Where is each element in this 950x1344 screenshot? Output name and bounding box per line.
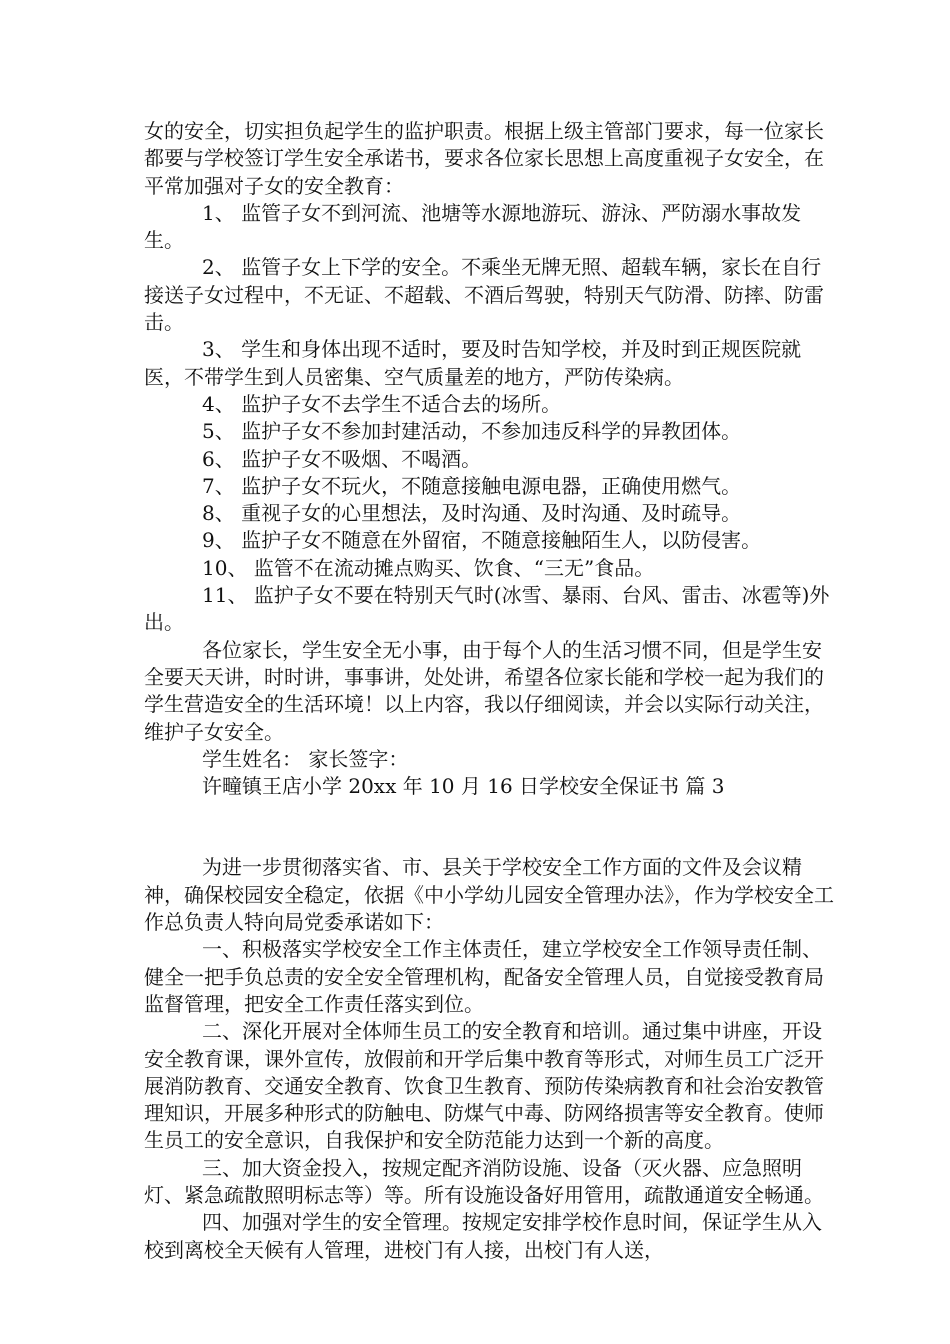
list-item-7: 7、 监护子女不玩火，不随意接触电源电器，正确使用燃气。	[202, 473, 742, 498]
list-item-5: 5、 监护子女不参加封建活动，不参加违反科学的异教团体。	[202, 419, 742, 444]
list-item-10: 10、 监管不在流动摊点购买、饮食、“三无”食品。	[202, 555, 655, 580]
signature-line: 学生姓名： 家长签字：	[202, 746, 409, 771]
list-item-2: 2、 监管子女上下学的安全。不乘坐无牌无照、超载车辆，家长在自行接送子女过程中，不无证、不超载、不酒后驾驶，特别天气防滑、防摔、防雷击。	[144, 255, 824, 335]
list-item-9: 9、 监护子女不随意在外留宿，不随意接触陌生人，以防侵害。	[202, 528, 762, 553]
commitment-1: 一、积极落实学校安全工作主体责任，建立学校安全工作领导责任制、健全一把手负总责的安全安全管理机构，配备安全管理人员，自觉接受教育局监督管理，把安全工作责任落实到位。	[144, 937, 824, 1016]
commitment-2: 二、深化开展对全体师生员工的安全教育和培训。通过集中讲座，开设安全教育课，课外宣传，放假前和开学后集中教育等形式，对师生员工广泛开展消防教育、交通安全教育、饮食卫生教育、预防传染病教育和社会治安教管理知识，开展多种形式的防触电、防煤气中毒、防网络损害等安全教育。使师生员工的安全意识，自我保护和安全防范能力达到一个新的高度。	[144, 1019, 824, 1153]
intro-paragraph: 为进一步贯彻落实省、市、县关于学校安全工作方面的文件及会议精神，确保校园安全稳定，依据《中小学幼儿园安全管理办法》，作为学校安全工作总负责人特向局党委承诺如下：	[144, 855, 834, 935]
commitment-3: 三、加大资金投入，按规定配齐消防设施、设备（灭火器、应急照明灯、紧急疏散照明标志等）等。所有设施设备好用管用，疏散通道安全畅通。	[144, 1155, 824, 1207]
list-item-1: 1、 监管子女不到河流、池塘等水源地游玩、游泳、严防溺水事故发生。	[144, 200, 802, 253]
list-item-3: 3、 学生和身体出现不适时，要及时告知学校，并及时到正规医院就医，不带学生到人员密集、空气质量差的地方，严防传染病。	[144, 337, 802, 389]
list-item-11: 11、 监护子女不要在特别天气时(冰雪、暴雨、台风、雷击、冰雹等)外出。	[144, 583, 830, 635]
list-item-6: 6、 监护子女不吸烟、不喝酒。	[202, 446, 482, 471]
commitment-4: 四、加强对学生的安全管理。按规定安排学校作息时间，保证学生从入校到离校全天候有人管理，进校门有人接，出校门有人送，	[144, 1210, 822, 1262]
paragraph-continuation: 女的安全，切实担负起学生的监护职责。根据上级主管部门要求，每一位家长都要与学校签订学生安全承诺书，要求各位家长思想上高度重视子女安全，在平常加强对子女的安全教育：	[144, 119, 824, 198]
section-gap	[144, 800, 834, 854]
document-body	[144, 118, 834, 1264]
list-item-4: 4、 监护子女不去学生不适合去的场所。	[202, 391, 562, 416]
closing-paragraph: 各位家长，学生安全无小事，由于每个人的生活习惯不同，但是学生安全要天天讲，时时讲，事事讲，处处讲，希望各位家长能和学校一起为我们的学生营造安全的生活环境！以上内容，我以仔细阅读，并会以实际行动关注，维护子女安全。	[144, 637, 824, 744]
school-date-heading: 许疃镇王店小学 20xx 年 10 月 16 日学校安全保证书 篇 3	[202, 774, 725, 799]
list-item-8: 8、 重视子女的心里想法，及时沟通、及时沟通、及时疏导。	[202, 501, 742, 526]
